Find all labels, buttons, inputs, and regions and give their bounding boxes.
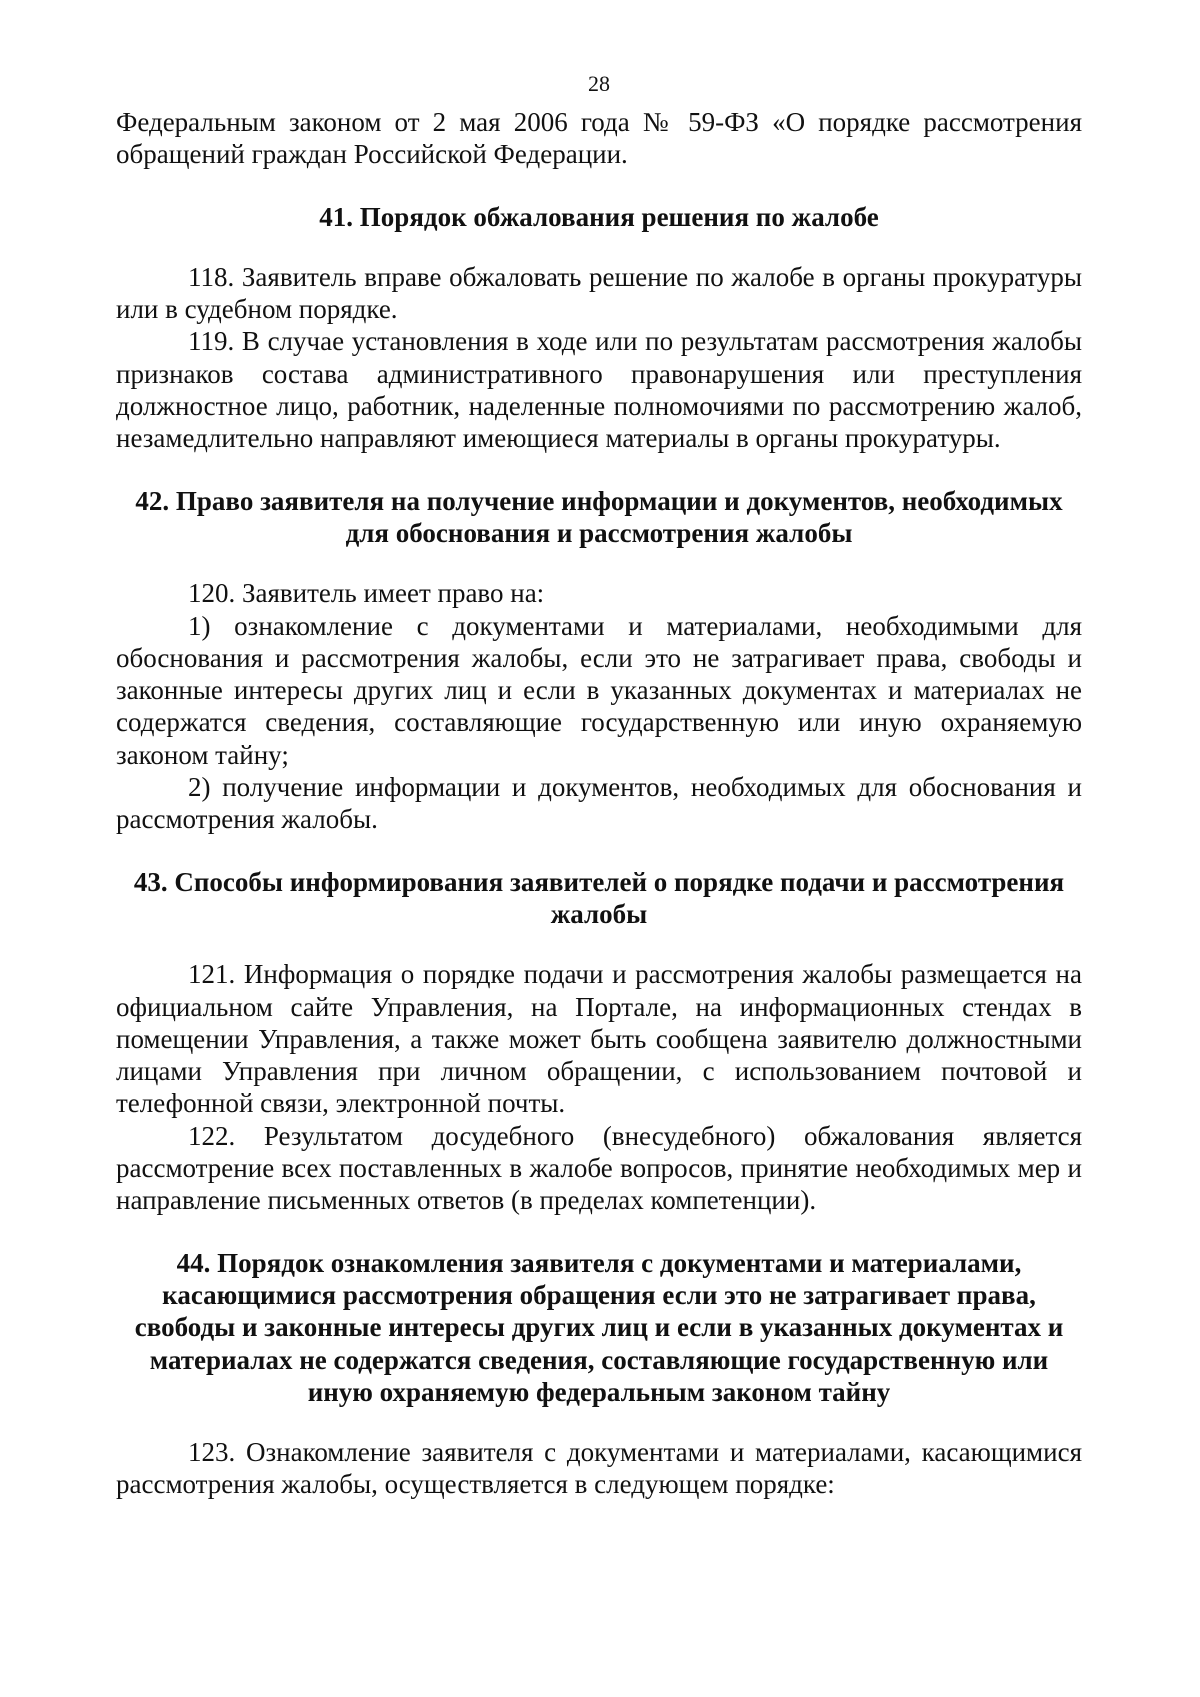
section-42-heading: 42. Право заявителя на получение информации и документов, необходимых для обоснования и рассмотрения жалобы <box>135 485 1063 548</box>
section-41-heading: 41. Порядок обжалования решения по жалобе <box>319 201 879 232</box>
paragraph-120: 120. Заявитель имеет право на: <box>188 578 545 609</box>
paragraph-119: 119. В случае установления в ходе или по результатам рассмотрения жалобы признаков состава административного правонарушения или преступления должностное лицо, работник, наделенные полномочиями по рассмотрению жалоб, незамедлительно направляют имеющиеся материалы в органы прокуратуры. <box>116 326 1082 454</box>
paragraph-122: 122. Результатом досудебного (внесудебного) обжалования является рассмотрение всех поставленных в жалобе вопросов, принятие необходимых мер и направление письменных ответов (в пределах компетенции). <box>116 1120 1082 1216</box>
section-43-heading: 43. Способы информирования заявителей о порядке подачи и рассмотрения жалобы <box>133 866 1065 929</box>
paragraph-120-item-1: 1) ознакомление с документами и материалами, необходимыми для обоснования и рассмотрения жалобы, если это не затрагивает права, свободы и законные интересы других лиц и если в указанных документах и материалах не содержатся сведения, составляющие государственную или иную охраняемую законом тайну; <box>116 610 1082 770</box>
paragraph-120-item-2: 2) получение информации и документов, необходимых для обоснования и рассмотрения жалобы. <box>116 772 1082 835</box>
document-page <box>116 70 1082 1501</box>
intro-paragraph: Федеральным законом от 2 мая 2006 года № 59-ФЗ «О порядке рассмотрения обращений граждан Российской Федерации. <box>116 107 1082 170</box>
paragraph-118: 118. Заявитель вправе обжаловать решение по жалобе в органы прокуратуры или в судебном порядке. <box>116 261 1082 325</box>
page-number: 28 <box>588 71 610 96</box>
section-44-heading: 44. Порядок ознакомления заявителя с документами и материалами, касающимися рассмотрения обращения если это не затрагивает права, свободы и законные интересы других лиц и если в указанных документах и материалах не содержатся сведения, составляющие государственную или иную охраняемую федеральным законом тайну <box>134 1247 1064 1407</box>
paragraph-121: 121. Информация о порядке подачи и рассмотрения жалобы размещается на официальном сайте Управления, на Портале, на информационных стендах в помещении Управления, а также может быть сообщена заявителю должностными лицами Управления при личном обращении, с использованием почтовой и телефонной связи, электронной почты. <box>116 959 1082 1119</box>
paragraph-123: 123. Ознакомление заявителя с документами и материалами, касающимися рассмотрения жалобы, осуществляется в следующем порядке: <box>116 1437 1082 1500</box>
